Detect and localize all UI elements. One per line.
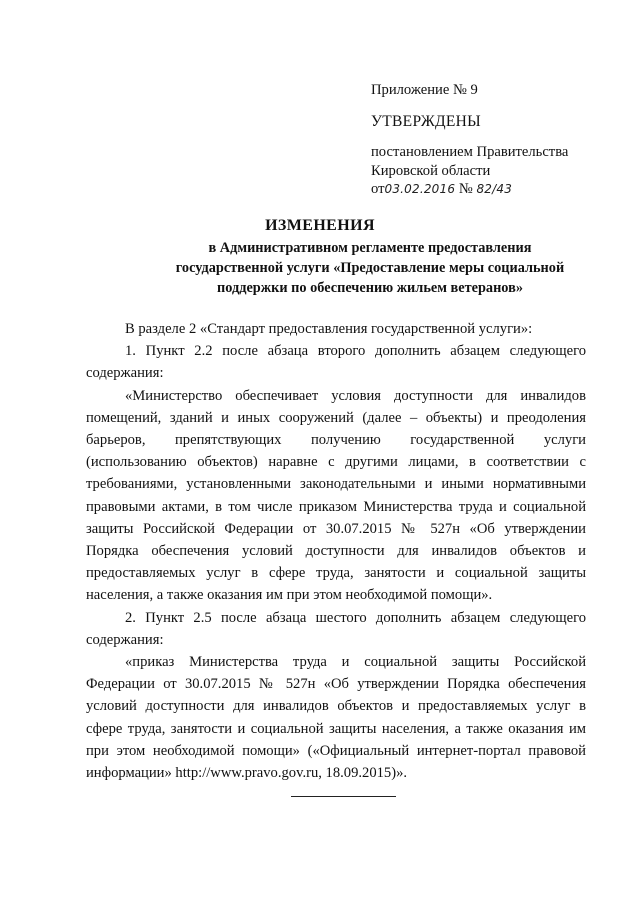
text-line: «приказ Министерства труда и социальной защиты Российской bbox=[125, 654, 586, 671]
approval-line-1: постановлением Правительства bbox=[371, 144, 569, 160]
subtitle-line: в Административном регламенте предоставления bbox=[208, 240, 532, 256]
text-line: содержания: bbox=[86, 365, 164, 382]
document-subtitle bbox=[150, 238, 590, 298]
text-line: барьеров, препятствующих получению государственной услуги bbox=[86, 432, 586, 449]
text-line: (использованию объектов) наравне с другими лицами, в соответствии с bbox=[86, 454, 586, 471]
text-line: сфере труда, занятости и социальной защиты населения, а также оказания им bbox=[86, 720, 586, 737]
text-line: защиты Российской Федерации от 30.07.2015 № 527н «Об утверждении bbox=[86, 520, 586, 537]
subtitle-line: поддержки по обеспечению жильем ветеранов» bbox=[217, 280, 523, 296]
text-line: 2. Пункт 2.5 после абзаца шестого дополнить абзацем следующего bbox=[125, 609, 586, 626]
text-line: Федерации от 30.07.2015 № 527н «Об утверждении Порядка обеспечения bbox=[86, 676, 586, 693]
item-2-paragraph bbox=[86, 607, 586, 651]
approved-label: УТВЕРЖДЕНЫ bbox=[371, 112, 481, 130]
text-line: 1. Пункт 2.2 после абзаца второго дополнить абзацем следующего bbox=[125, 343, 586, 360]
quote-1-paragraph bbox=[86, 385, 586, 607]
quote-2-paragraph bbox=[86, 651, 586, 784]
text-line: при этом необходимой помощи» («Официальный интернет-портал правовой bbox=[86, 742, 586, 759]
number-prefix: № bbox=[458, 181, 473, 197]
approval-block bbox=[371, 81, 611, 199]
date-prefix: от bbox=[371, 181, 385, 197]
text-line: правовыми актами, в том числе приказом Министерства труда и социальной bbox=[86, 498, 586, 515]
text-line: условий доступности для инвалидов объектов и предоставляемых услуг в bbox=[86, 698, 586, 715]
subtitle-line: государственной услуги «Предоставление меры социальной bbox=[175, 260, 565, 276]
closing-divider bbox=[291, 796, 396, 797]
text-line: требованиями, установленными законодательными и иными нормативными bbox=[86, 476, 586, 493]
text-line: Порядка обеспечения условий доступности для инвалидов объектов и bbox=[86, 543, 586, 560]
appendix-number: Приложение № 9 bbox=[371, 82, 478, 98]
document-title: ИЗМЕНЕНИЯ bbox=[265, 217, 375, 234]
intro-paragraph: В разделе 2 «Стандарт предоставления государственной услуги»: bbox=[125, 321, 533, 337]
document-body bbox=[86, 318, 586, 784]
approval-line-2: Кировской области bbox=[371, 162, 491, 179]
text-line: помещений, зданий и иных сооружений (далее – объекты) и преодоления bbox=[86, 409, 586, 426]
handwritten-number: 82/43 bbox=[476, 182, 513, 196]
approval-date-line bbox=[371, 180, 611, 199]
text-line: информации» http://www.pravo.gov.ru, 18.09.2015)». bbox=[86, 765, 408, 782]
item-1-paragraph bbox=[86, 340, 586, 384]
text-line: населения, а также оказания им при этом необходимой помощи». bbox=[86, 587, 493, 604]
text-line: «Министерство обеспечивает условия доступности для инвалидов bbox=[125, 387, 586, 404]
text-line: предоставляемых услуг в сфере труда, занятости и социальной защиты bbox=[86, 565, 586, 582]
handwritten-date: 03.02.2016 bbox=[384, 182, 456, 196]
text-line: содержания: bbox=[86, 631, 164, 648]
